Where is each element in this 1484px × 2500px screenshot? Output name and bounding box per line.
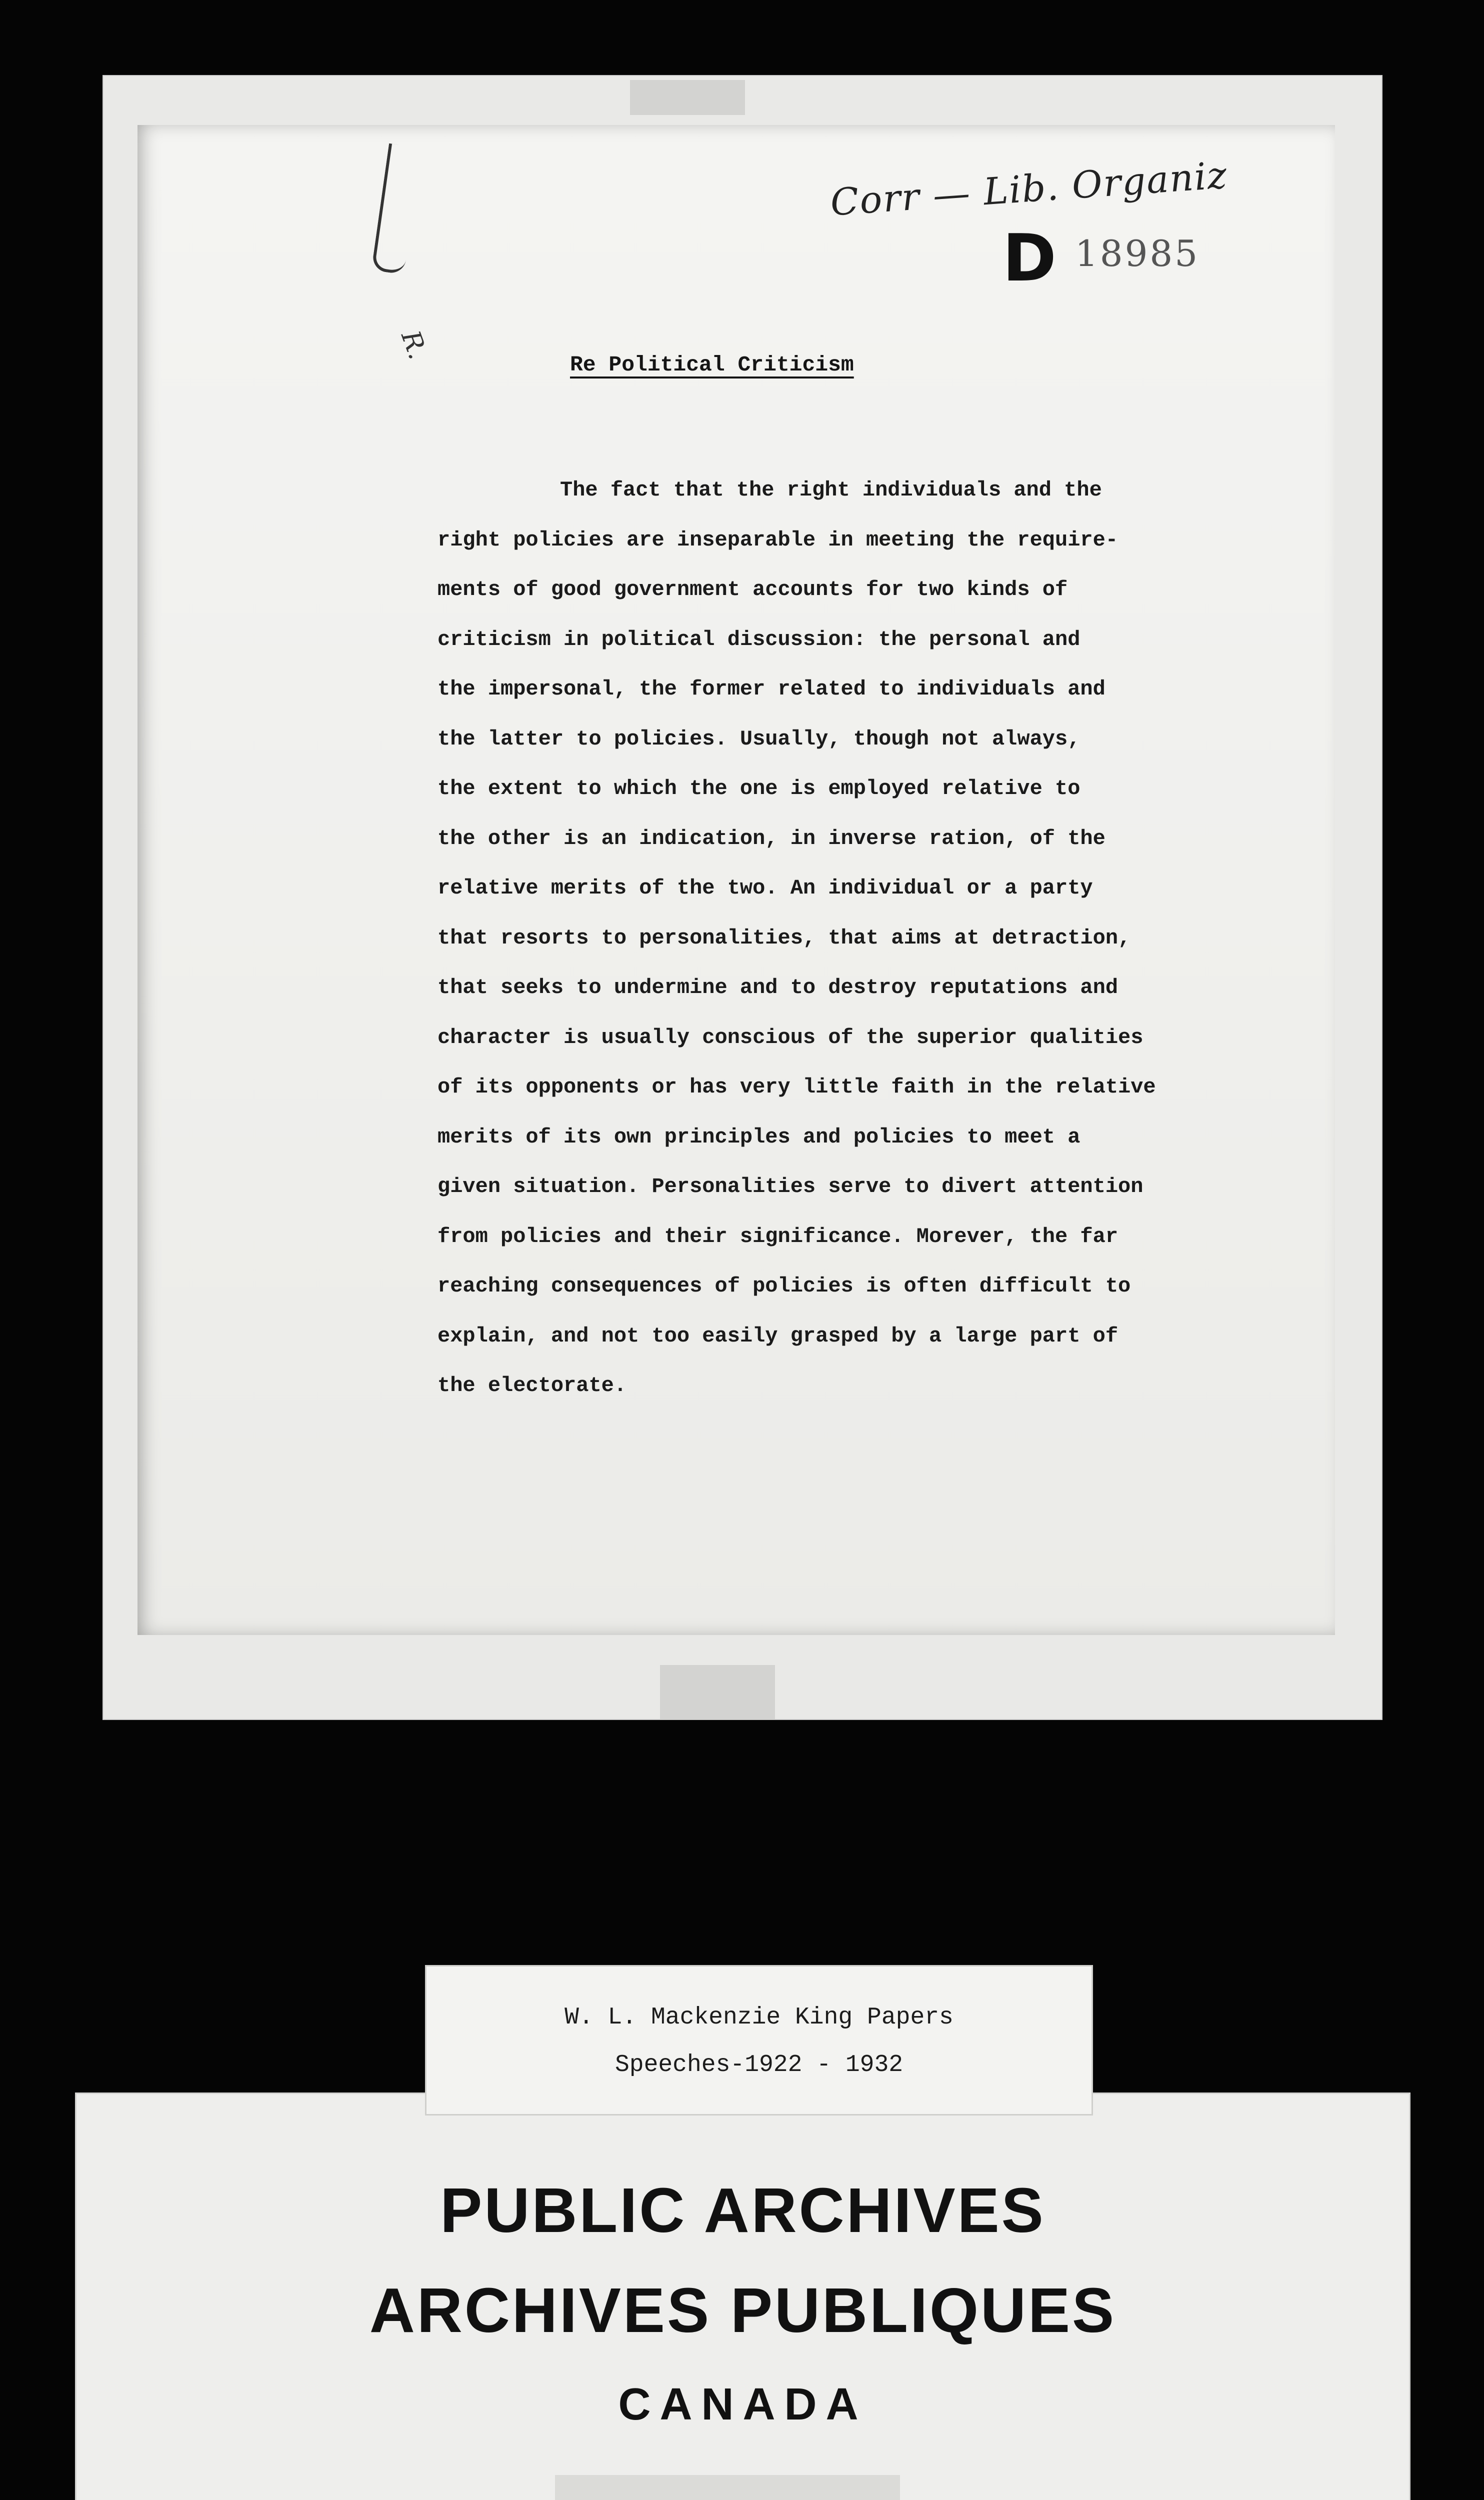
document-body [438,475,1168,1420]
body-line: that resorts to personalities, that aims at detraction, [438,926,1131,950]
tape-strip-top [630,80,745,115]
body-line: right policies are inseparable in meeting the require- [438,528,1118,552]
body-line: explain, and not too easily grasped by a large part of [438,1324,1118,1348]
archives-title-fr: ARCHIVES PUBLIQUES [369,2275,1116,2346]
tape-strip-bottom [660,1665,775,1720]
body-line: ments of good government accounts for two kinds of [438,578,1068,602]
body-line: the extent to which the one is employed relative to [438,776,1080,800]
document-title: Re Political Criticism [570,352,854,377]
body-line: that seeks to undermine and to destroy reputations and [438,976,1118,1000]
archives-title-en: PUBLIC ARCHIVES [440,2175,1046,2246]
collection-series: Speeches-1922 - 1932 [614,2052,904,2078]
collection-label-card [425,1965,1093,2116]
body-line: from policies and their significance. Morever, the far [438,1224,1118,1248]
collection-name: W. L. Mackenzie King Papers [564,2004,954,2031]
archives-country: CANADA [618,2380,868,2430]
body-line: relative merits of the two. An individual or a party [438,876,1093,900]
handwritten-note: Corr — Lib. Organiz [828,154,1230,224]
body-line: The fact that the right individuals and the [560,478,1102,502]
body-line: criticism in political discussion: the personal and [438,627,1080,652]
body-line: the electorate. [438,1374,627,1398]
stamp-number: 18985 [1075,232,1200,274]
body-line: merits of its own principles and policies to meet a [438,1124,1080,1149]
body-line: the impersonal, the former related to individuals and [438,677,1106,701]
body-line: of its opponents or has very little faith in the relative [438,1075,1156,1099]
body-line: the latter to policies. Usually, though not always, [438,726,1080,751]
archives-banner [75,2092,1410,2500]
body-line: given situation. Personalities serve to divert attention [438,1174,1144,1198]
stamp-letter: D [1002,220,1056,296]
initial-mark: R. [395,326,433,364]
tape-strip-archives [555,2475,900,2500]
body-line: character is usually conscious of the superior qualities [438,1025,1144,1050]
body-line: reaching consequences of policies is often difficult to [438,1274,1131,1298]
body-line: the other is an indication, in inverse ration, of the [438,826,1106,850]
